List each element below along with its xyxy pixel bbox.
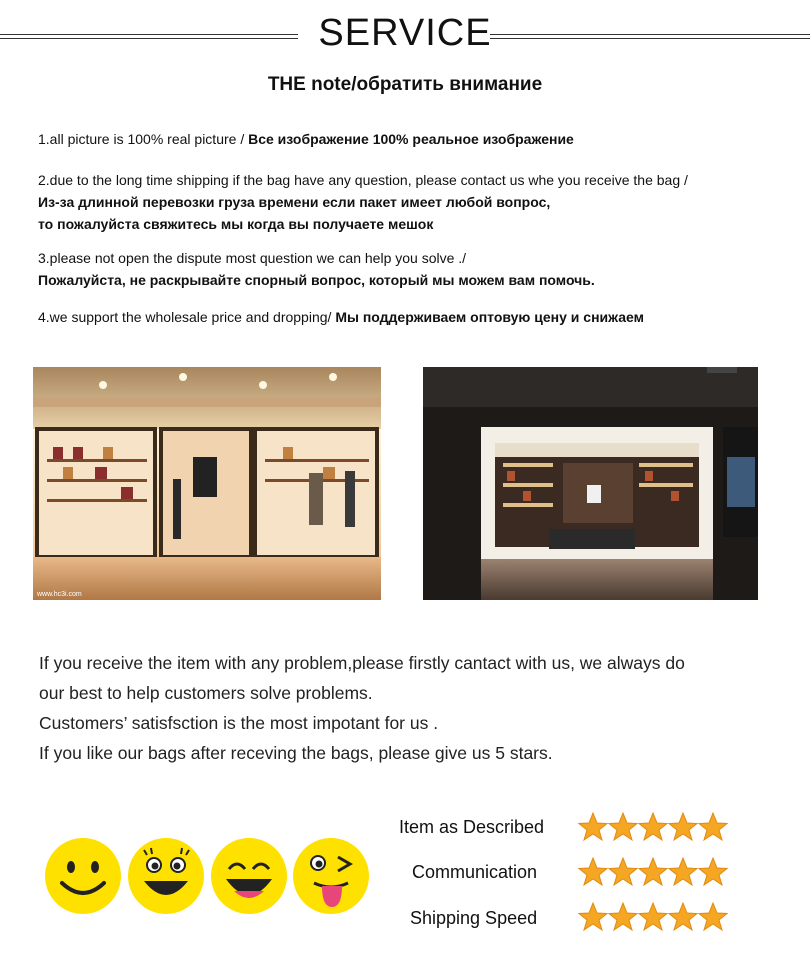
page-title: SERVICE [318, 12, 492, 54]
note-2-text: 2.due to the long time shipping if the bag have any question, please contact us whe you receive the bag / [38, 172, 688, 188]
smiley-laugh-icon [210, 837, 288, 920]
message-line-1: If you receive the item with any problem,please firstly cantact with us, we always do [39, 653, 685, 673]
smiley-happy-eyes-icon [127, 837, 205, 920]
note-4 [38, 306, 644, 328]
message-line-3: Customers’ satisfsction is the most impotant for us . [39, 713, 439, 733]
note-2 [38, 169, 688, 235]
rating-label-shipping-speed: Shipping Speed [410, 908, 538, 928]
photo-watermark: www.hc3i.com [37, 591, 82, 598]
rating-stars-shipping-speed [578, 902, 728, 937]
rating-label-item-as-described: Item as Described [399, 817, 545, 837]
store-photo-right [423, 367, 758, 600]
star-icon [579, 903, 607, 930]
note-subtitle: THE note/обратить внимание [267, 74, 543, 95]
store-photo-left [33, 367, 381, 600]
star-icon [669, 858, 697, 885]
rating-stars-communication [578, 857, 728, 892]
star-icon [699, 813, 727, 840]
note-3-translation: Пожалуйста, не раскрывайте спорный вопрос, который мы можем вам помочь. [38, 272, 595, 288]
smiley-grin-icon [44, 837, 122, 920]
star-icon [609, 813, 637, 840]
note-3-text: 3.please not open the dispute most question we can help you solve ./ [38, 250, 467, 266]
star-icon [669, 813, 697, 840]
note-2-translation-line1: Из-за длинной перевозки груза времени если пакет имеет любой вопрос, [38, 194, 551, 210]
star-icon [699, 903, 727, 930]
star-icon [699, 858, 727, 885]
rating-stars-item-as-described [578, 812, 728, 847]
note-1-text: 1.all picture is 100% real picture / [38, 131, 249, 147]
star-icon [669, 903, 697, 930]
note-4-translation: Мы поддерживаем оптовую цену и снижаем [335, 309, 644, 325]
note-1 [38, 128, 574, 150]
star-icon [609, 903, 637, 930]
message-line-4: If you like our bags after receving the bags, please give us 5 stars. [39, 743, 553, 763]
note-1-translation: Все изображение 100% реальное изображение [248, 131, 574, 147]
star-icon [639, 858, 667, 885]
note-3 [38, 247, 595, 291]
note-4-text: 4.we support the wholesale price and dropping/ [38, 309, 336, 325]
rating-label-communication: Communication [412, 862, 538, 882]
star-icon [639, 813, 667, 840]
star-icon [579, 858, 607, 885]
note-2-translation-line2: то пожалуйста свяжитесь мы когда вы получаете мешок [38, 216, 434, 232]
message-line-2: our best to help customers solve problems. [39, 683, 373, 703]
star-icon [609, 858, 637, 885]
star-icon [579, 813, 607, 840]
smiley-wink-tongue-icon [292, 837, 370, 920]
star-icon [639, 903, 667, 930]
